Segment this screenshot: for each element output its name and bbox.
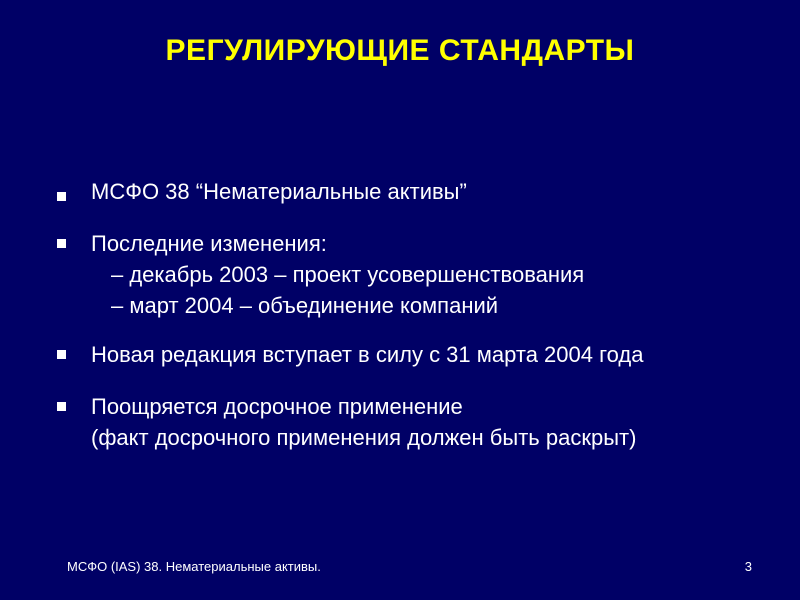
bullet-marker-icon: [57, 402, 66, 411]
bullet-marker-icon: [57, 192, 66, 201]
bullet-text: Последние изменения:: [91, 231, 327, 256]
sub-bullet-text: – март 2004 – объединение компаний: [111, 293, 499, 318]
bullet-continuation-text: (факт досрочного применения должен быть раскрыт): [91, 425, 637, 450]
bullet-text: МСФО 38 “Нематериальные активы”: [91, 179, 467, 204]
bullet-marker-icon: [57, 239, 66, 248]
sub-bullet-text: – декабрь 2003 – проект усовершенствования: [111, 262, 585, 287]
bullet-marker-icon: [57, 350, 66, 359]
slide-title: РЕГУЛИРУЮЩИЕ СТАНДАРТЫ: [165, 34, 635, 67]
page-number: 3: [744, 559, 752, 574]
bullet-text: Поощряется досрочное применение: [91, 394, 463, 419]
bullet-text: Новая редакция вступает в силу с 31 марта 2004 года: [91, 342, 644, 367]
slide-footer: МСФО (IAS) 38. Нематериальные активы.: [67, 559, 321, 574]
